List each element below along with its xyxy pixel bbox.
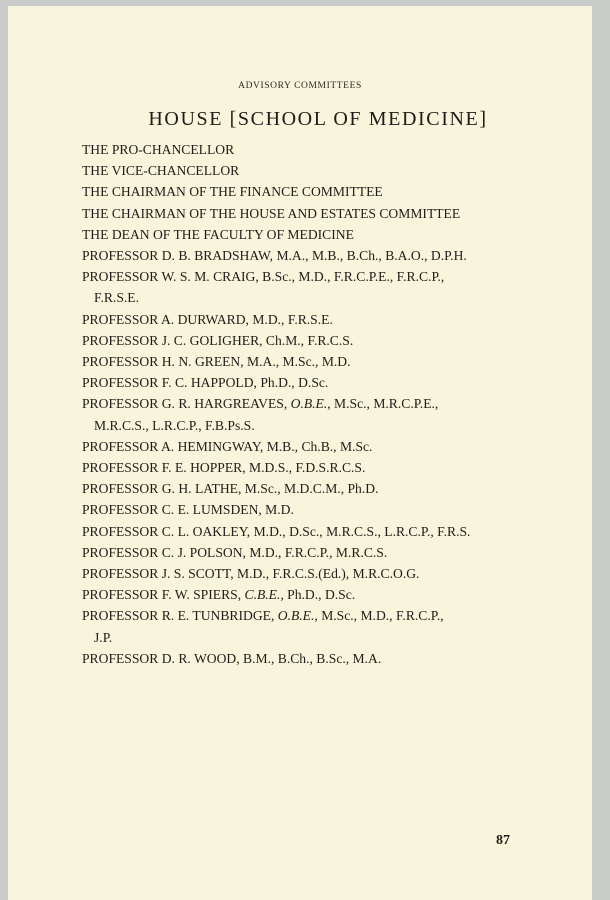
- member-text: PROFESSOR C. L. OAKLEY, M.D., D.Sc., M.R.C.S., L.R.C.P., F.R.S.: [82, 523, 471, 539]
- member-text: PROFESSOR G. R. HARGREAVES,: [82, 396, 291, 412]
- member-entry: [82, 139, 532, 160]
- member-entry: [82, 605, 532, 647]
- member-entry: [82, 499, 532, 520]
- member-entry: [82, 330, 532, 351]
- member-text-continuation: J.P.: [94, 629, 113, 645]
- member-text: PROFESSOR J. C. GOLIGHER, Ch.M., F.R.C.S.: [82, 332, 354, 348]
- member-text: THE VICE-CHANCELLOR: [82, 163, 240, 179]
- member-entry: [82, 542, 532, 563]
- member-entry: [82, 563, 532, 584]
- member-text: THE DEAN OF THE FACULTY OF MEDICINE: [82, 226, 354, 242]
- member-entry: [82, 181, 532, 202]
- running-head: ADVISORY COMMITTEES: [238, 81, 362, 91]
- member-text: THE PRO-CHANCELLOR: [82, 142, 235, 157]
- member-entry: [82, 224, 532, 245]
- member-entry: [82, 648, 532, 669]
- member-text: PROFESSOR A. DURWARD, M.D., F.R.S.E.: [82, 311, 333, 327]
- member-entry: [82, 351, 532, 372]
- member-text: , M.Sc., M.D., F.R.C.P.,: [314, 608, 444, 624]
- member-entry: [82, 457, 532, 478]
- member-text-continuation: F.R.S.E.: [94, 290, 139, 306]
- member-text: THE CHAIRMAN OF THE HOUSE AND ESTATES COMMITTEE: [82, 205, 461, 221]
- member-entry: [82, 584, 532, 605]
- member-text: PROFESSOR D. R. WOOD, B.M., B.Ch., B.Sc., M.A.: [82, 650, 382, 666]
- member-entry: [82, 372, 532, 393]
- member-text: PROFESSOR G. H. LATHE, M.Sc., M.D.C.M., Ph.D.: [82, 481, 379, 497]
- page-number: 87: [496, 833, 510, 848]
- member-entry: [82, 245, 532, 266]
- member-text: PROFESSOR H. N. GREEN, M.A., M.Sc., M.D.: [82, 354, 351, 370]
- member-text: PROFESSOR C. J. POLSON, M.D., F.R.C.P., M.R.C.S.: [82, 544, 388, 560]
- document-page: [8, 6, 592, 900]
- committee-title: HOUSE [SCHOOL OF MEDICINE]: [148, 108, 488, 130]
- member-text: PROFESSOR F. W. SPIERS,: [82, 587, 245, 603]
- member-text: THE CHAIRMAN OF THE FINANCE COMMITTEE: [82, 184, 383, 200]
- member-entry: [82, 203, 532, 224]
- member-text: PROFESSOR R. E. TUNBRIDGE,: [82, 608, 278, 624]
- member-text: PROFESSOR D. B. BRADSHAW, M.A., M.B., B.Ch., B.A.O., D.P.H.: [82, 248, 467, 264]
- member-text: , M.Sc., M.R.C.P.E.,: [327, 396, 439, 412]
- member-entry: [82, 160, 532, 181]
- member-list: [82, 139, 532, 669]
- member-text: PROFESSOR F. C. HAPPOLD, Ph.D., D.Sc.: [82, 375, 329, 391]
- member-text: , Ph.D., D.Sc.: [280, 587, 356, 603]
- member-entry: [82, 478, 532, 499]
- member-entry: [82, 393, 532, 435]
- member-honour: O.B.E.: [277, 608, 315, 624]
- member-text: PROFESSOR W. S. M. CRAIG, B.Sc., M.D., F.R.C.P.E., F.R.C.P.,: [82, 269, 445, 285]
- member-entry: [82, 309, 532, 330]
- member-text: PROFESSOR J. S. SCOTT, M.D., F.R.C.S.(Ed.), M.R.C.O.G.: [82, 566, 420, 582]
- member-entry: [82, 521, 532, 542]
- member-entry: [82, 266, 532, 308]
- member-text: PROFESSOR A. HEMINGWAY, M.B., Ch.B., M.Sc.: [82, 438, 373, 454]
- member-honour: O.B.E.: [290, 396, 328, 412]
- member-entry: [82, 436, 532, 457]
- member-text: PROFESSOR C. E. LUMSDEN, M.D.: [82, 502, 294, 518]
- member-honour: C.B.E.: [244, 587, 281, 603]
- member-text: PROFESSOR F. E. HOPPER, M.D.S., F.D.S.R.C.S.: [82, 460, 366, 476]
- member-text-continuation: M.R.C.S., L.R.C.P., F.B.Ps.S.: [94, 417, 255, 433]
